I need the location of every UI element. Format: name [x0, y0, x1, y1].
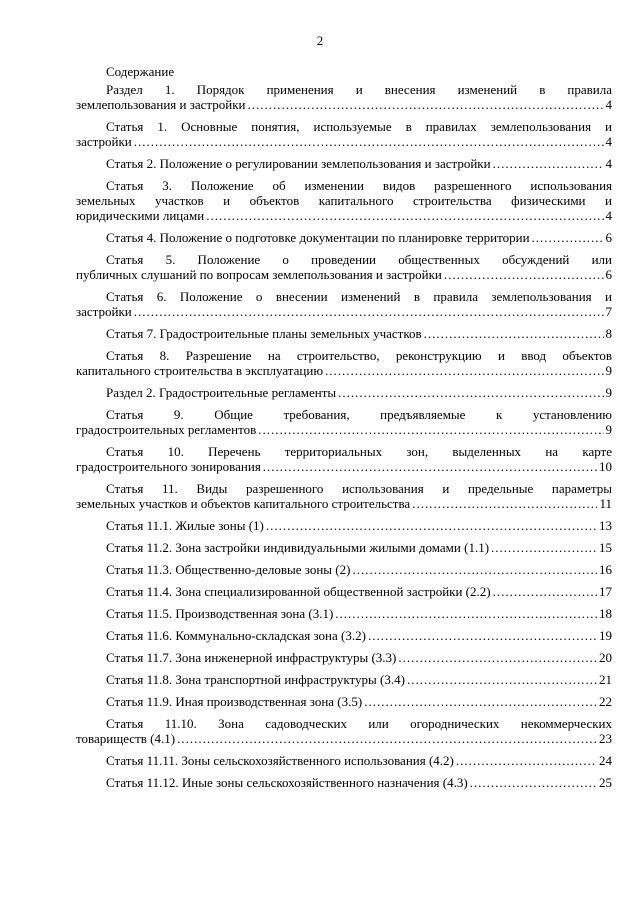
toc-entry[interactable]	[76, 628, 612, 643]
toc-entry-title: Статья 7. Градостроительные планы земельных участков	[106, 326, 422, 341]
toc-entry-line: Статья 3. Положение об изменении видов разрешенного использования	[106, 178, 612, 193]
toc-entry[interactable]	[76, 348, 612, 378]
toc-entry-page: 15	[599, 540, 612, 555]
dot-leader	[412, 496, 597, 511]
toc-entry-page: 4	[605, 156, 612, 171]
toc-entry[interactable]	[76, 694, 612, 709]
toc-entry[interactable]	[76, 775, 612, 790]
toc-entry-line: Статья 1. Основные понятия, используемые в правилах землепользования и	[106, 119, 612, 134]
dot-leader	[352, 562, 597, 577]
dot-leader	[368, 628, 597, 643]
toc-entry-title: Статья 11.6. Коммунально-складская зона (3.2)	[106, 628, 366, 643]
toc-entry-line: Статья 6. Положение о внесении изменений в правила землепользования и	[106, 289, 612, 304]
dot-leader	[325, 363, 603, 378]
toc-entry-page: 17	[599, 584, 612, 599]
dot-leader	[134, 134, 604, 149]
toc-entry-page: 11	[599, 496, 612, 511]
toc-entry-page: 13	[599, 518, 612, 533]
dot-leader	[407, 672, 597, 687]
toc-entry-line: Раздел 1. Порядок применения и внесения изменений в правила	[106, 82, 612, 97]
toc-entry-page: 9	[605, 422, 612, 437]
toc-entry-title: градостроительных регламентов	[76, 422, 257, 437]
toc-entry-title: Статья 11.1. Жилые зоны (1)	[106, 518, 264, 533]
toc-entry-line: Статья 11.10. Зона садоводческих или огороднических некоммерческих	[106, 716, 612, 731]
toc-entry[interactable]	[76, 252, 612, 282]
dot-leader	[456, 753, 597, 768]
toc-entry-title: Статья 11.7. Зона инженерной инфраструктуры (3.3)	[106, 650, 397, 665]
toc-entry-page: 10	[599, 459, 612, 474]
dot-leader	[258, 422, 603, 437]
toc-entry[interactable]	[76, 540, 612, 555]
toc-entry-page: 6	[605, 267, 612, 282]
dot-leader	[263, 459, 597, 474]
toc-entry[interactable]	[76, 178, 612, 223]
dot-leader	[532, 230, 604, 245]
toc-entry-title: товариществ (4.1)	[76, 731, 176, 746]
table-of-contents	[76, 82, 612, 797]
toc-entry[interactable]	[76, 230, 612, 245]
toc-entry-title: Статья 11.4. Зона специализированной общественной застройки (2.2)	[106, 584, 491, 599]
toc-entry[interactable]	[76, 650, 612, 665]
dot-leader	[398, 650, 597, 665]
dot-leader	[364, 694, 597, 709]
toc-entry[interactable]	[76, 407, 612, 437]
toc-entry[interactable]	[76, 444, 612, 474]
dot-leader	[338, 385, 603, 400]
toc-entry-page: 8	[605, 326, 612, 341]
toc-entry[interactable]	[76, 518, 612, 533]
toc-entry-title: Статья 11.2. Зона застройки индивидуальными жилыми домами (1.1)	[106, 540, 490, 555]
dot-leader	[493, 156, 604, 171]
toc-entry[interactable]	[76, 606, 612, 621]
toc-entry-line: Статья 9. Общие требования, предъявляемые к установлению	[106, 407, 612, 422]
toc-entry-title: капитального строительства в эксплуатацию	[76, 363, 324, 378]
dot-leader	[247, 97, 603, 112]
toc-entry-title: застройки	[76, 134, 132, 149]
toc-entry-line: Статья 5. Положение о проведении общественных обсуждений или	[106, 252, 612, 267]
toc-entry[interactable]	[76, 481, 612, 511]
dot-leader	[493, 584, 597, 599]
toc-entry[interactable]	[76, 119, 612, 149]
toc-entry-page: 19	[599, 628, 612, 643]
dot-leader	[335, 606, 597, 621]
toc-entry-title: Статья 11.3. Общественно-деловые зоны (2)	[106, 562, 351, 577]
toc-entry[interactable]	[76, 326, 612, 341]
toc-entry[interactable]	[76, 289, 612, 319]
toc-entry[interactable]	[76, 753, 612, 768]
dot-leader	[470, 775, 597, 790]
toc-entry-page: 9	[605, 363, 612, 378]
toc-entry-page: 21	[599, 672, 612, 687]
dot-leader	[444, 267, 604, 282]
toc-entry-page: 9	[605, 385, 612, 400]
toc-entry-page: 6	[605, 230, 612, 245]
toc-entry-page: 18	[599, 606, 612, 621]
toc-entry-line: Статья 8. Разрешение на строительство, реконструкцию и ввод объектов	[106, 348, 612, 363]
toc-entry-line: Статья 11. Виды разрешенного использования и предельные параметры	[106, 481, 612, 496]
toc-entry[interactable]	[76, 82, 612, 112]
toc-entry-title: публичных слушаний по вопросам землепользования и застройки	[76, 267, 442, 282]
toc-entry-line: земельных участков и объектов капитального строительства физическими и	[76, 193, 612, 208]
toc-entry[interactable]	[76, 562, 612, 577]
toc-entry-title: Статья 11.11. Зоны сельскохозяйственного использования (4.2)	[106, 753, 454, 768]
toc-entry-page: 23	[599, 731, 612, 746]
dot-leader	[134, 304, 604, 319]
toc-entry[interactable]	[76, 672, 612, 687]
toc-entry[interactable]	[76, 156, 612, 171]
toc-entry-title: застройки	[76, 304, 132, 319]
toc-entry-page: 7	[605, 304, 612, 319]
toc-entry-title: Статья 11.5. Производственная зона (3.1)	[106, 606, 334, 621]
toc-entry-title: Статья 2. Положение о регулировании землепользования и застройки	[106, 156, 491, 171]
toc-entry-title: юридическими лицами	[76, 208, 205, 223]
dot-leader	[266, 518, 597, 533]
dot-leader	[491, 540, 597, 555]
toc-entry-page: 4	[605, 97, 612, 112]
toc-entry-page: 22	[599, 694, 612, 709]
dot-leader	[424, 326, 604, 341]
toc-entry-page: 4	[605, 134, 612, 149]
toc-entry-title: Раздел 2. Градостроительные регламенты	[106, 385, 337, 400]
toc-entry-title: Статья 11.12. Иные зоны сельскохозяйственного назначения (4.3)	[106, 775, 468, 790]
toc-entry-page: 16	[599, 562, 612, 577]
toc-entry-line: Статья 10. Перечень территориальных зон, выделенных на карте	[106, 444, 612, 459]
toc-entry[interactable]	[76, 584, 612, 599]
toc-entry-title: Статья 11.8. Зона транспортной инфраструктуры (3.4)	[106, 672, 405, 687]
toc-entry-page: 20	[599, 650, 612, 665]
toc-entry-title: землепользования и застройки	[76, 97, 246, 112]
toc-entry-page: 24	[599, 753, 612, 768]
toc-entry[interactable]	[76, 716, 612, 746]
toc-entry-title: земельных участков и объектов капитального строительства	[76, 496, 411, 511]
toc-heading: Содержание	[106, 64, 175, 79]
toc-entry-title: Статья 11.9. Иная производственная зона (3.5)	[106, 694, 363, 709]
page-number: 2	[316, 33, 324, 48]
toc-entry-page: 4	[605, 208, 612, 223]
toc-entry[interactable]	[76, 385, 612, 400]
toc-entry-title: градостроительного зонирования	[76, 459, 261, 474]
toc-entry-page: 25	[599, 775, 612, 790]
dot-leader	[206, 208, 603, 223]
toc-entry-title: Статья 4. Положение о подготовке документации по планировке территории	[106, 230, 530, 245]
dot-leader	[177, 731, 597, 746]
